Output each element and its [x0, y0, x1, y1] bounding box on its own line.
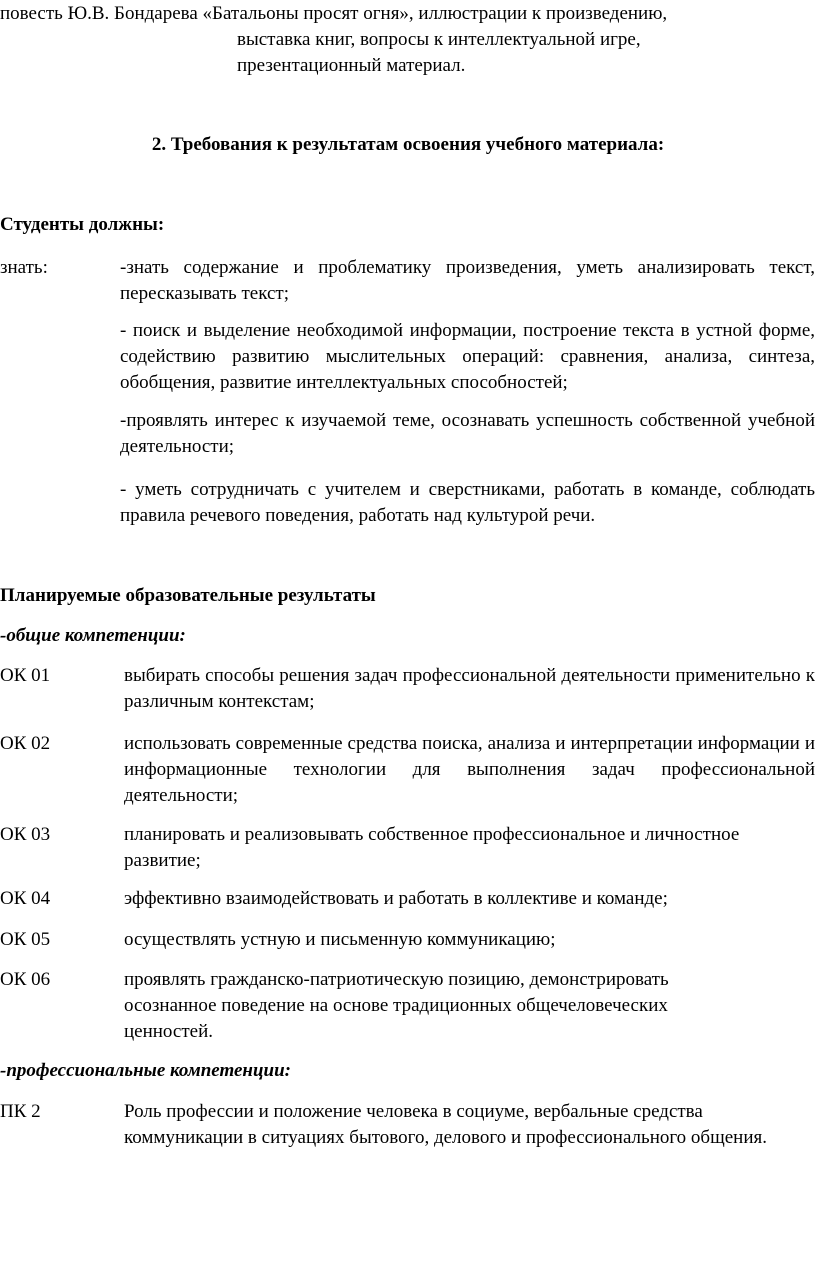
znat-label: знать:: [0, 257, 48, 278]
znat-paragraph-1: -знать содержание и проблематику произведения, уметь анализировать текст, пересказывать текст;: [120, 257, 815, 304]
competency-text: Роль профессии и положение человека в социуме, вербальные средства коммуникации в ситуациях бытового, делового и профессионального общения.: [124, 1101, 767, 1148]
competency-text: эффективно взаимодействовать и работать в коллективе и команде;: [124, 888, 668, 909]
competency-text: проявлять гражданско-патриотическую позицию, демонстрировать осознанное поведение на основе традиционных общечеловеческих ценностей.: [124, 969, 669, 1042]
znat-paragraph-3: -проявлять интерес к изучаемой теме, осознавать успешность собственной учебной деятельности;: [120, 410, 815, 457]
competency-text: планировать и реализовывать собственное профессиональное и личностное развитие;: [124, 824, 740, 871]
competency-code: ОК 05: [0, 929, 51, 950]
professional-competencies-heading: -профессиональные компетенции:: [0, 1060, 291, 1081]
competency-text: осуществлять устную и письменную коммуникацию;: [124, 929, 556, 950]
competency-code: ОК 06: [0, 969, 51, 990]
intro-line-1: повесть Ю.В. Бондарева «Батальоны просят огня», иллюстрации к произведению,: [0, 3, 668, 24]
intro-line-2: выставка книг, вопросы к интеллектуальной игре,: [237, 29, 641, 50]
general-competencies-heading: -общие компетенции:: [0, 625, 186, 646]
competency-text: использовать современные средства поиска, анализа и интерпретации информации и информационные технологии для выполнения задач профессиональной деятельности;: [124, 733, 815, 806]
competency-code: ОК 04: [0, 888, 51, 909]
competency-code: ОК 02: [0, 733, 51, 754]
students-heading: Студенты должны:: [0, 214, 165, 235]
znat-paragraph-2: - поиск и выделение необходимой информации, построение текста в устной форме, содействию развитию мыслительных операций: сравнения, анализа, синтеза, обобщения, развитие интеллектуальных способностей;: [120, 320, 815, 393]
section-heading: 2. Требования к результатам освоения учебного материала:: [151, 134, 665, 155]
planned-results-heading: Планируемые образовательные результаты: [0, 585, 376, 606]
competency-code: ОК 03: [0, 824, 51, 845]
intro-line-3: презентационный материал.: [237, 55, 466, 76]
competency-code: ОК 01: [0, 665, 51, 686]
competency-text: выбирать способы решения задач профессиональной деятельности применительно к различным контекстам;: [124, 665, 815, 712]
competency-code: ПК 2: [0, 1101, 41, 1122]
znat-paragraph-4: - уметь сотрудничать с учителем и сверстниками, работать в команде, соблюдать правила речевого поведения, работать над культурой речи.: [120, 479, 815, 526]
